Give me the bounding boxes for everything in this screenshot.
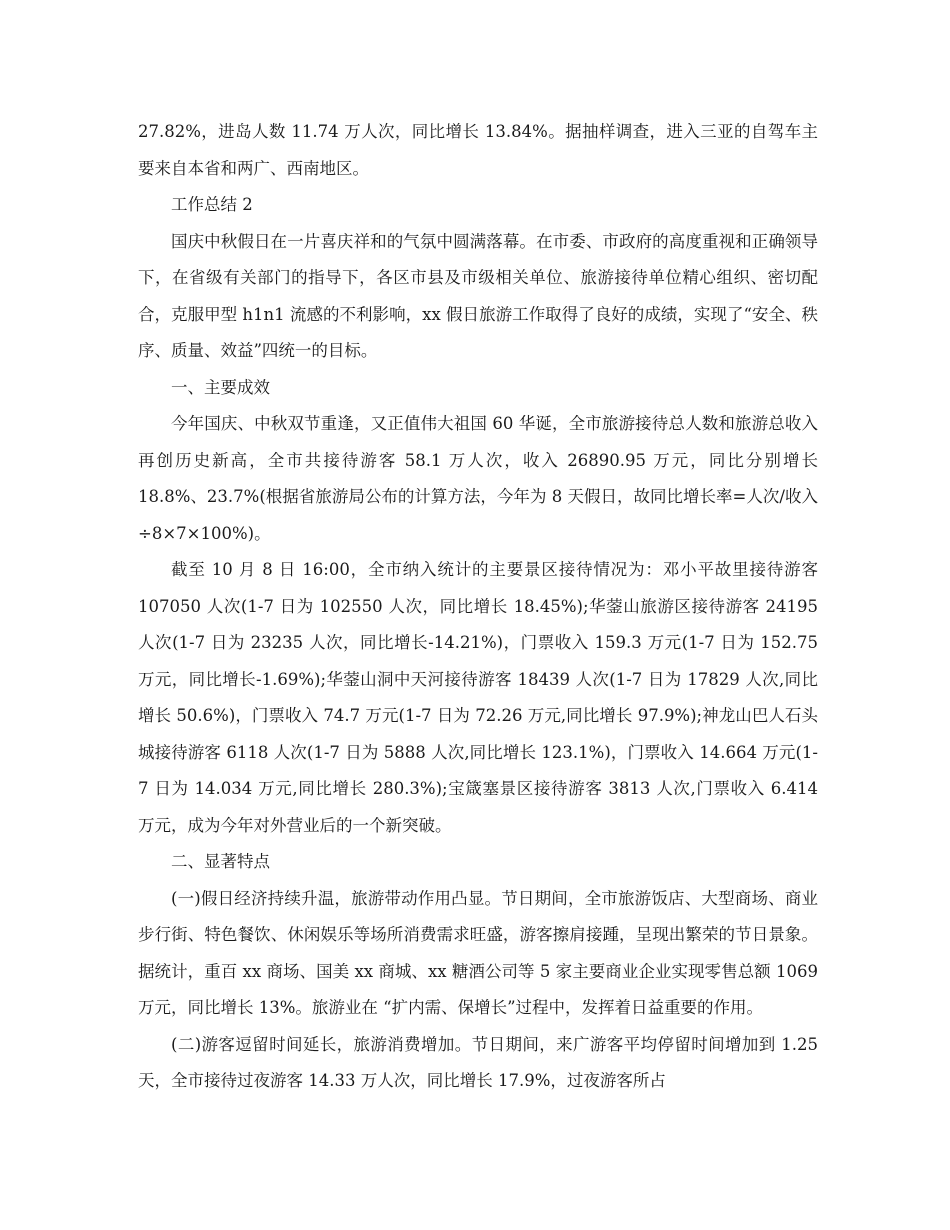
paragraph-intro: 国庆中秋假日在一片喜庆祥和的气氛中圆满落幕。在市委、市政府的高度重视和正确领导下，在省级有关部门的指导下，各区市县及市级相关单位、旅游接待单位精心组织、密切配合，克服甲型 h1n1 流感的不利影响，xx 假日旅游工作取得了良好的成绩，实现了“安全、秩序、质量、效益”四统一的目标。 <box>138 231 818 360</box>
paragraph-continued: 27.82%，进岛人数 11.74 万人次，同比增长 13.84%。据抽样调查，进入三亚的自驾车主要来自本省和两广、西南地区。 <box>138 122 818 178</box>
paragraph-scenic-spots: 截至 10 月 8 日 16:00，全市纳入统计的主要景区接待情况为：邓小平故里接待游客 107050 人次(1-7 日为 102550 人次，同比增长 18.45%);华蓥山旅游区接待游客 24195 人次(1-7 日为 23235 人次，同比增长-14.21%)，门票收入 159.3 万元(1-7 日为 152.75 万元，同比增长-1.69%);华蓥山洞中天河接待游客 18439 人次(1-7 日为 17829 人次,同比增长 50.6%)，门票收入 74.7 万元(1-7 日为 72.26 万元,同比增长 97.9%);神龙山巴人石头城接待游客 6118 人次(1-7 日为 5888 人次,同比增长 123.1%)，门票收入 14.664 万元(1-7 日为 14.034 万元,同比增长 280.3%);宝箴塞景区接待游客 3813 人次,门票收入 6.414 万元，成为今年对外营业后的一个新突破。 <box>138 560 818 835</box>
paragraph-feature-2: (二)游客逗留时间延长，旅游消费增加。节日期间，来广游客平均停留时间增加到 1.25 天，全市接待过夜游客 14.33 万人次，同比增长 17.9%，过夜游客所占 <box>138 1034 818 1090</box>
section-heading-features: 二、显著特点 <box>171 852 270 871</box>
document-body <box>138 114 818 1100</box>
section-title-summary-2: 工作总结 2 <box>171 195 253 214</box>
section-heading-main-results: 一、主要成效 <box>171 377 270 397</box>
paragraph-feature-1: (一)假日经济持续升温，旅游带动作用凸显。节日期间，全市旅游饭店、大型商场、商业步行街、特色餐饮、休闲娱乐等场所消费需求旺盛，游客擦肩接踵，呈现出繁荣的节日景象。据统计，重百 xx 商场、国美 xx 商城、xx 糖酒公司等 5 家主要商业企业实现零售总额 1069 万元，同比增长 13%。旅游业在 “扩内需、保增长”过程中，发挥着日益重要的作用。 <box>138 888 818 1017</box>
paragraph-totals: 今年国庆、中秋双节重逢，又正值伟大祖国 60 华诞，全市旅游接待总人数和旅游总收入再创历史新高，全市共接待游客 58.1 万人次，收入 26890.95 万元，同比分别增长 18.8%、23.7%(根据省旅游局公布的计算方法，今年为 8 天假日，故同比增长率=人次/收入÷8×7×100%)。 <box>138 414 818 543</box>
